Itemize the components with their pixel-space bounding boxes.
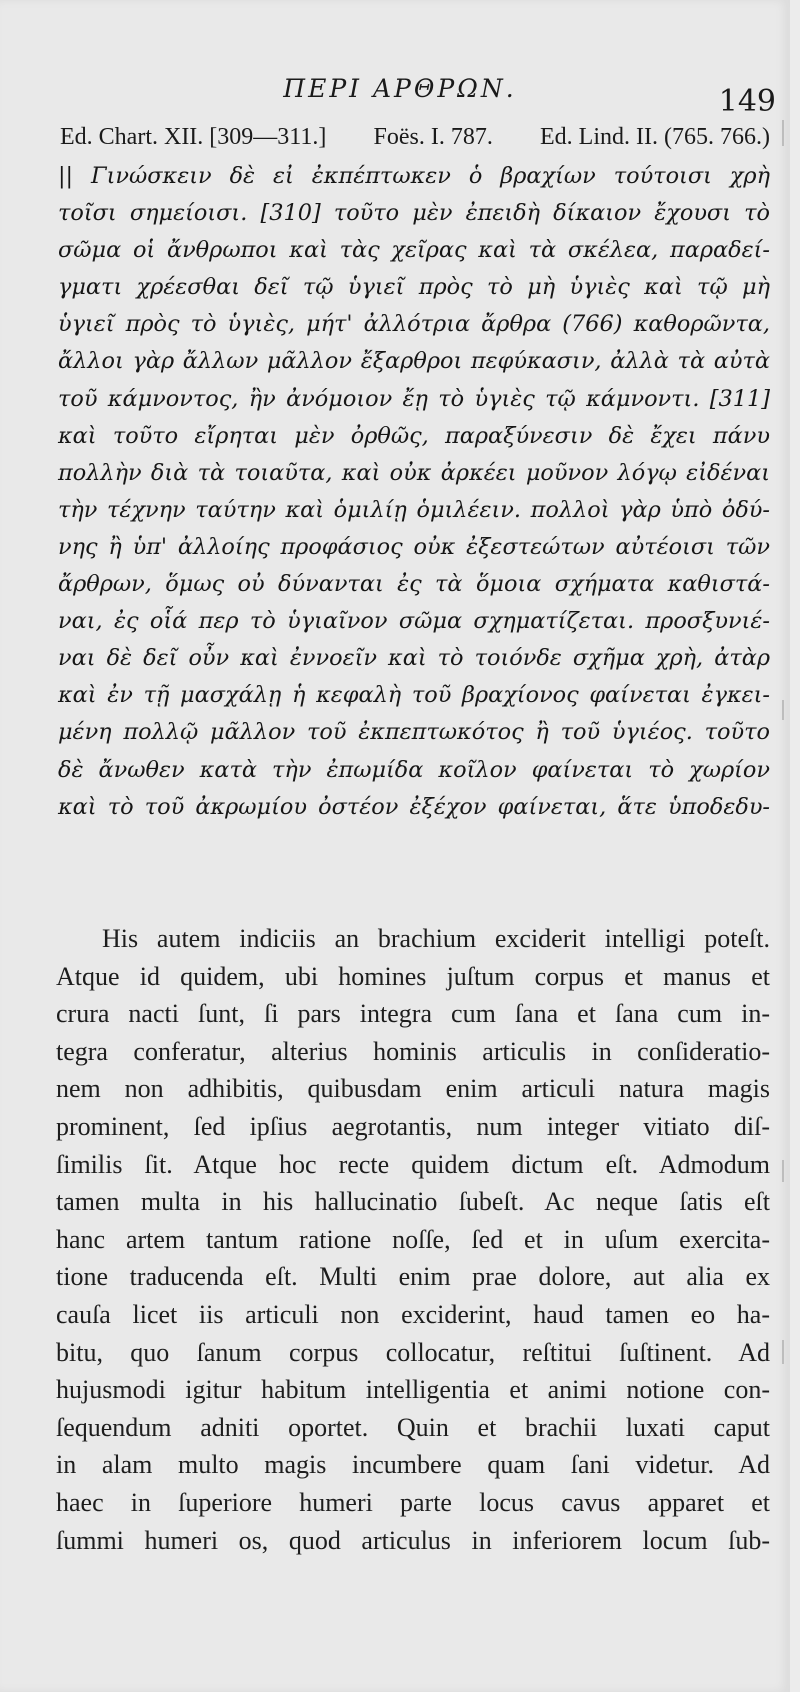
greek-line: ναι, ἐς οἷά περ τὸ ὑγιαῖνον σῶμα σχηματίζεται. προσξυνιέ- [58, 608, 770, 635]
margin-mark [782, 120, 784, 146]
edition-reference-line [60, 124, 770, 151]
latin-line: ſequendum adniti oportet. Quin et brachii luxati caput [56, 1412, 770, 1442]
greek-line: ἄρθρων, ὅμως οὐ δύνανται ἐς τὰ ὅμοια σχήματα καθιστά- [58, 571, 770, 598]
latin-line: tegra conferatur, alterius hominis articulis in conſideratio- [56, 1036, 770, 1066]
greek-line: ἄλλοι γὰρ ἄλλων μᾶλλον ἔξαρθροι πεφύκασιν, ἀλλὰ τὰ αὐτὰ [58, 348, 770, 375]
latin-line: nem non adhibitis, quibusdam enim articuli natura magis [56, 1074, 770, 1104]
greek-line: γματι χρέεσθαι δεῖ τῷ ὑγιεῖ πρὸς τὸ μὴ ὑγιὲς καὶ τῷ μὴ [58, 274, 770, 301]
latin-line: prominent, ſed ipſius aegrotantis, num integer vitiato diſ- [56, 1111, 770, 1141]
greek-line: μένη πολλῷ μᾶλλον τοῦ ἐκπεπτωκότος ἢ τοῦ ὑγιέος. τοῦτο [58, 719, 770, 746]
greek-line: σῶμα οἱ ἄνθρωποι καὶ τὰς χεῖρας καὶ τὰ σκέλεα, παραδεί- [58, 237, 770, 264]
margin-mark [782, 700, 784, 720]
latin-text-block [56, 920, 770, 1559]
latin-line: tione traducenda eſt. Multi enim prae dolore, aut alia ex [56, 1262, 770, 1292]
greek-line: καὶ ἐν τῇ μασχάλῃ ἡ κεφαλὴ τοῦ βραχίονος φαίνεται ἐγκει- [58, 682, 770, 709]
margin-mark [782, 1160, 784, 1182]
latin-line: cauſa licet iis articuli non exciderint, haud tamen eo ha- [56, 1299, 770, 1329]
latin-line: hanc artem tantum ratione noſſe, ſed et in uſum exercita- [56, 1224, 770, 1254]
latin-line: crura nacti ſunt, ſi pars integra cum ſana et ſana cum in- [56, 999, 770, 1029]
greek-line: πολλὴν διὰ τὰ τοιαῦτα, καὶ οὐκ ἀρκέει μοῦνον λόγῳ εἰδέναι [58, 459, 770, 486]
greek-line: δὲ ἄνωθεν κατὰ τὴν ἐπωμίδα κοῖλον φαίνεται τὸ χωρίον [58, 756, 770, 783]
greek-line: τοῖσι σημείοισι. [310] τοῦτο μὲν ἐπειδὴ δίκαιον ἔχουσι τὸ [58, 200, 770, 227]
running-head: ΠΕΡΙ ΑΡΘΡΩΝ. [283, 74, 517, 103]
linden-reference: Ed. Lind. II. (765. 766.) [540, 124, 770, 150]
latin-line: bitu, quo ſanum corpus collocatur, reſtitui ſuſtinent. Ad [56, 1337, 770, 1367]
greek-line: καὶ τὸ τοῦ ἀκρωμίου ὀστέον ἐξέχον φαίνεται, ἅτε ὑποδεδυ- [58, 793, 770, 820]
greek-line: τὴν τέχνην ταύτην καὶ ὁμιλίῃ ὁμιλέειν. πολλοὶ γὰρ ὑπὸ ὀδύ- [58, 496, 770, 523]
latin-line: Atque id quidem, ubi homines juſtum corpus et manus et [56, 961, 770, 991]
chartier-reference: Ed. Chart. XII. [309—311.] [60, 124, 327, 150]
latin-line: haec in ſuperiore humeri parte locus cavus apparet et [56, 1487, 770, 1517]
latin-line: ſimilis ſit. Atque hoc recte quidem dictum eſt. Admodum [56, 1149, 770, 1179]
greek-line: || Γινώσκειν δὲ εἰ ἐκπέπτωκεν ὁ βραχίων τούτοισι χρὴ [58, 163, 770, 189]
latin-line: His autem indiciis an brachium exciderit intelligi poteſt. [102, 924, 770, 953]
greek-line: καὶ τοῦτο εἴρηται μὲν ὀρθῶς, παραξύνεσιν δὲ ἔχει πάνυ [58, 422, 770, 449]
greek-line: νης ἢ ὑπ' ἀλλοίης προφάσιος οὐκ ἐξεστεώτων αὐτέοισι τῶν [58, 533, 770, 560]
greek-line: τοῦ κάμνοντος, ἢν ἀνόμοιον ἔῃ τὸ ὑγιὲς τῷ κάμνοντι. [311] [58, 385, 770, 412]
foesius-reference: Foës. I. 787. [373, 124, 493, 150]
latin-line: tamen multa in his hallucinatio ſubeſt. Ac neque ſatis eſt [56, 1187, 770, 1217]
page-number: 149 [718, 84, 776, 119]
latin-line: ſummi humeri os, quod articulus in inferiorem locum ſub- [56, 1525, 770, 1555]
margin-mark [782, 1340, 784, 1364]
greek-line: ὑγιεῖ πρὸς τὸ ὑγιὲς, μήτ' ἀλλότρια ἄρθρα (766) καθορῶντα, [58, 311, 770, 338]
greek-line: ναι δὲ δεῖ οὖν καὶ ἐννοεῖν καὶ τὸ τοιόνδε σχῆμα χρὴ, ἀτὰρ [58, 645, 770, 672]
latin-line: hujusmodi igitur habitum intelligentia et animi notione con- [56, 1375, 770, 1405]
greek-text-block [58, 158, 770, 826]
latin-line: in alam multo magis incumbere quam ſani videtur. Ad [56, 1450, 770, 1480]
